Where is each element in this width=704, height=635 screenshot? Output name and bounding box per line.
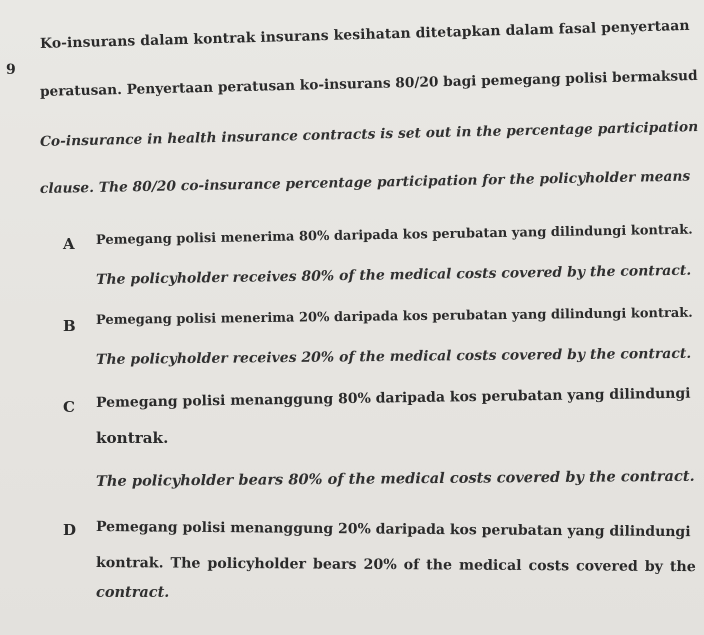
option-d-line-2: kontrak. The policyholder bears 20% of the medical costs covered by the [95, 555, 696, 576]
question-malay-line-1: Ko-insurans dalam kontrak insurans kesihatan ditetapkan dalam fasal penyertaan [39, 17, 690, 52]
question-malay-line-2: peratusan. Penyertaan peratusan ko-insurans 80/20 bagi pemegang polisi bermaksud [39, 67, 698, 100]
option-b-letter: B [63, 317, 76, 335]
option-b-malay: Pemegang polisi menerima 20% daripada kos perubatan yang dilindungi kontrak. [95, 305, 693, 328]
question-number: 9 [6, 62, 16, 78]
option-d-malay-line-1: Pemegang polisi menanggung 20% daripada kos perubatan yang dilindungi [95, 519, 691, 541]
option-b-english: The policyholder receives 20% of the medical costs covered by the contract. [95, 345, 692, 368]
option-c-malay-line-2: kontrak. [96, 429, 169, 447]
option-d-letter: D [63, 521, 77, 539]
option-c-english: The policyholder bears 80% of the medical costs covered by the contract. [95, 467, 695, 490]
option-c-malay-line-1: Pemegang polisi menanggung 80% daripada kos perubatan yang dilindungi [95, 385, 691, 411]
option-a-malay: Pemegang polisi menerima 80% daripada kos perubatan yang dilindungi kontrak. [95, 222, 693, 248]
question-english-line-2: clause. The 80/20 co-insurance percentage participation for the policyholder means [39, 168, 691, 197]
option-c-letter: C [63, 398, 75, 416]
option-a-letter: A [63, 235, 75, 253]
option-a-english: The policyholder receives 80% of the medical costs covered by the contract. [95, 262, 692, 288]
question-english-line-1: Co-insurance in health insurance contracts is set out in the percentage participation [39, 119, 699, 150]
option-d-line-3: contract. [96, 584, 170, 601]
